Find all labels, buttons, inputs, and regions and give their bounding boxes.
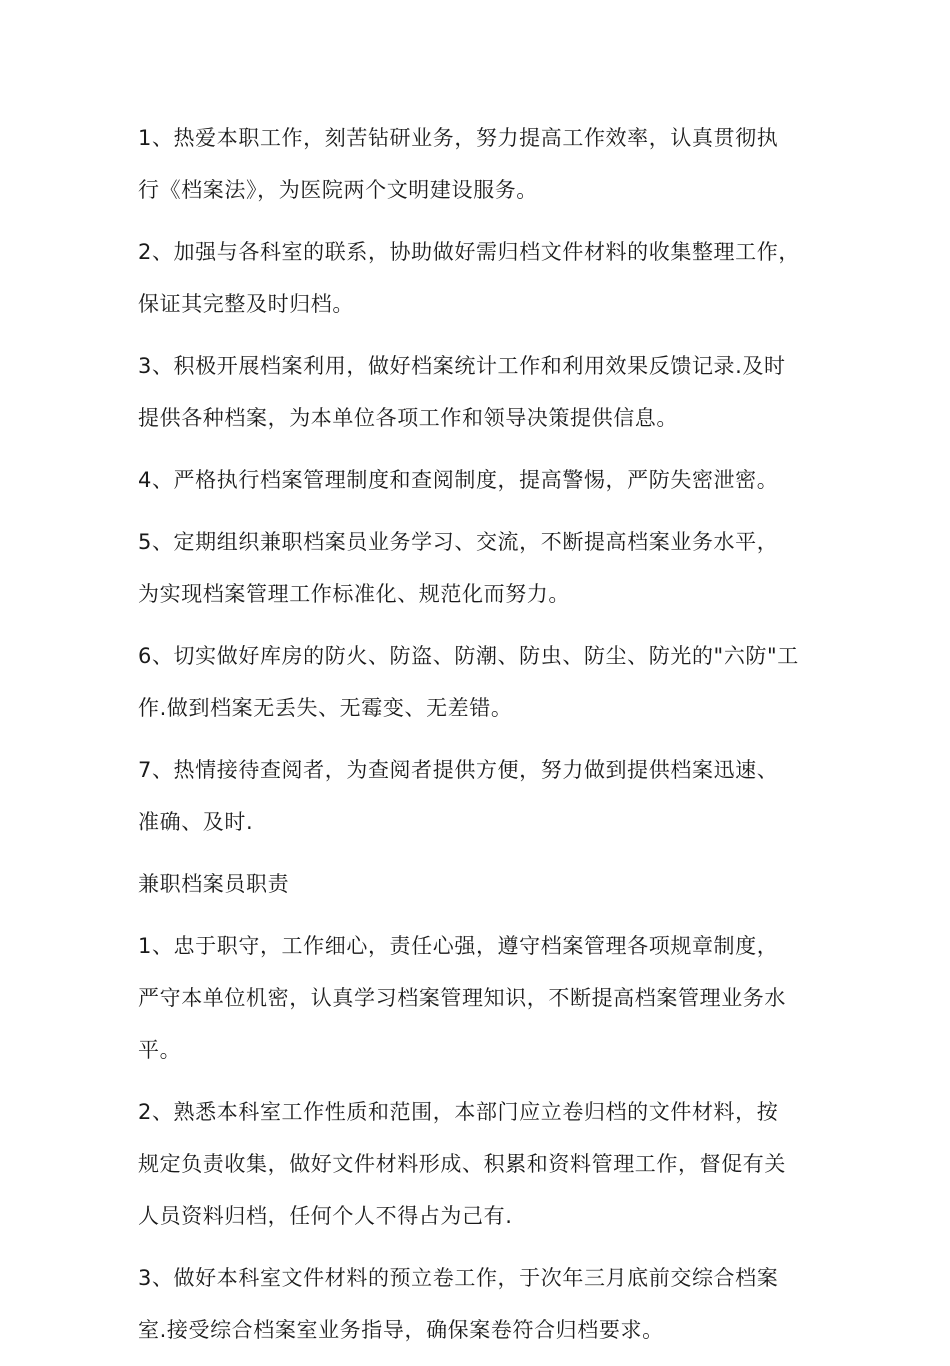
duty-item-1: [138, 112, 838, 216]
duty-item-line: 行《档案法》，为医院两个文明建设服务。: [138, 178, 538, 202]
part-time-duty-item-2: [138, 1086, 838, 1242]
duty-item-line: 保证其完整及时归档。: [138, 292, 354, 316]
duty-item-line: 规定负责收集，做好文件材料形成、积累和资料管理工作，督促有关: [138, 1152, 786, 1176]
part-time-duty-item-1: [138, 920, 838, 1076]
duty-item-line: 2、加强与各科室的联系，协助做好需归档文件材料的收集整理工作，: [138, 240, 800, 264]
document-page: [138, 112, 838, 1366]
duty-item-line: 5、定期组织兼职档案员业务学习、交流，不断提高档案业务水平，: [138, 530, 779, 554]
duty-item-line: 7、热情接待查阅者，为查阅者提供方便，努力做到提供档案迅速、: [138, 758, 779, 782]
duty-item-line: 准确、及时.: [138, 810, 254, 834]
duty-item-line: 提供各种档案，为本单位各项工作和领导决策提供信息。: [138, 406, 678, 430]
duty-item-4: [138, 454, 838, 506]
duty-item-line: 4、严格执行档案管理制度和查阅制度，提高警惕，严防失密泄密。: [138, 468, 779, 492]
duty-item-line: 1、忠于职守，工作细心，责任心强，遵守档案管理各项规章制度，: [138, 934, 779, 958]
part-time-duty-item-3: [138, 1252, 838, 1356]
duty-item-line: 2、熟悉本科室工作性质和范围，本部门应立卷归档的文件材料，按: [138, 1100, 779, 1124]
duty-item-2: [138, 226, 838, 330]
duty-item-line: 平。: [138, 1038, 182, 1062]
duty-item-line: 为实现档案管理工作标准化、规范化而努力。: [138, 582, 570, 606]
duty-item-line: 1、热爱本职工作，刻苦钻研业务，努力提高工作效率，认真贯彻执: [138, 126, 779, 150]
duty-list-section-2: [138, 920, 838, 1356]
duty-item-7: [138, 744, 838, 848]
duty-item-line: 严守本单位机密，认真学习档案管理知识，不断提高档案管理业务水: [138, 986, 786, 1010]
duty-list-section-1: [138, 112, 838, 848]
duty-item-line: 3、积极开展档案利用，做好档案统计工作和利用效果反馈记录.及时: [138, 354, 786, 378]
section-heading: 兼职档案员职责: [138, 872, 290, 896]
duty-item-6: [138, 630, 838, 734]
duty-item-line: 室.接受综合档案室业务指导，确保案卷符合归档要求。: [138, 1318, 664, 1342]
duty-item-line: 人员资料归档，任何个人不得占为己有.: [138, 1204, 513, 1228]
duty-item-5: [138, 516, 838, 620]
duty-item-line: 3、做好本科室文件材料的预立卷工作，于次年三月底前交综合档案: [138, 1266, 779, 1290]
duty-item-3: [138, 340, 838, 444]
duty-item-line: 6、切实做好库房的防火、防盗、防潮、防虫、防尘、防光的"六防"工: [138, 644, 799, 668]
duty-item-line: 作.做到档案无丢失、无霉变、无差错。: [138, 696, 513, 720]
